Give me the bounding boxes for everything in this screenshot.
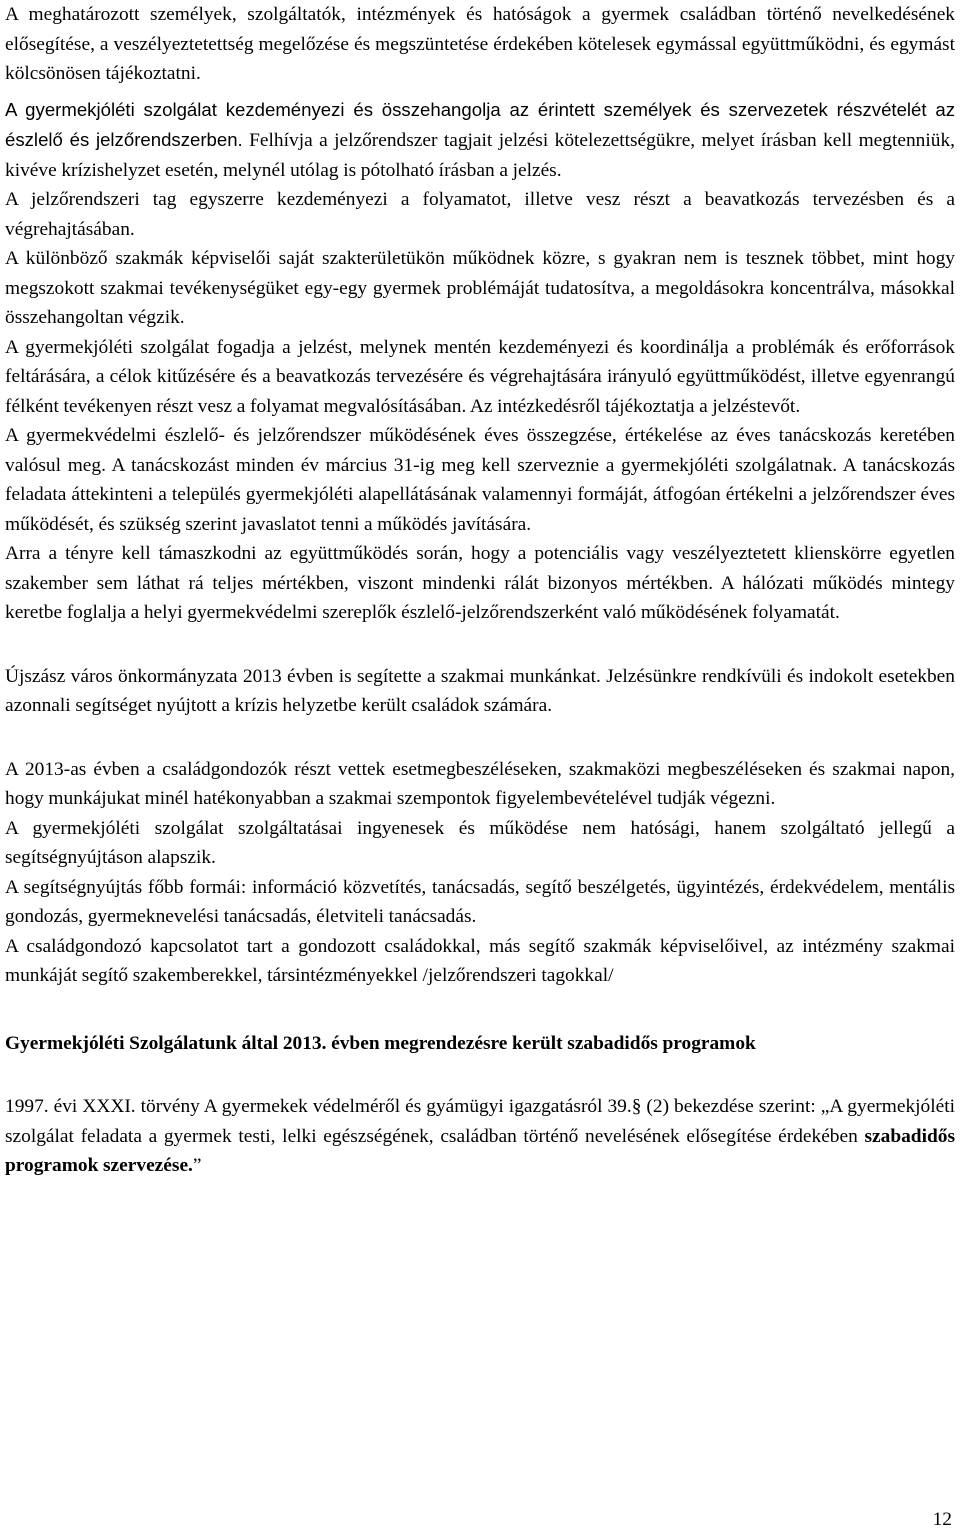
document-page [5, 0, 955, 1181]
paragraph-initiation-text: A gyermekjóléti szolgálat kezdeményezi és összehangolja az érintett személyek és szervezetek részvételét az észlelő és jelzőrendszerben. [5, 98, 955, 150]
paragraph-contacts: A családgondozó kapcsolatot tart a gondozott családokkal, más segítő szakmák képviselőivel, az intézmény szakmai munkáját segítő szakemberekkel, társintézményekkel /jelzőrendszeri tagokkal/ [5, 935, 955, 986]
paragraph-law-citation [5, 1092, 955, 1181]
paragraph-member-role: A jelzőrendszeri tag egyszerre kezdeményezi a folyamatot, illetve vesz részt a beavatkozás tervezésben és a végrehajtásában. [5, 189, 955, 240]
paragraph-help-forms: A segítségnyújtás főbb formái: információ közvetítés, tanácsadás, segítő beszélgetés, ügyintézés, érdekvédelem, mentális gondozás, gyermeknevelési tanácsadás, életviteli tanácsadás. [5, 876, 955, 927]
paragraph-2013-meetings: A 2013-as évben a családgondozók részt vettek esetmegbeszéléseken, szakmaközi megbeszéléseken és szakmai napon, hogy munkájukat minél hatékonyabban a szakmai szempontok figyelembevételével tudják végezni. [5, 758, 955, 809]
paragraph-initiation [5, 95, 955, 186]
law-bold-phrase: szabadidős programok szervezése. [5, 1125, 955, 1176]
paragraph-free-service: A gyermekjóléti szolgálat szolgáltatásai ingyenesek és működése nem hatósági, hanem szolgáltató jellegű a segítségnyújtáson alapszik. [5, 817, 955, 868]
law-closing-quote: ” [192, 1155, 202, 1176]
paragraph-network: Arra a tényre kell támaszkodni az együttműködés során, hogy a potenciális vagy veszélyeztetett klienskörre egyetlen szakember sem láthat rá teljes mértékben, viszont mindenki rálát bizonyos mértékben. A hálózati működés mintegy keretbe foglalja a helyi gyermekvédelmi szereplők észlelő-jelzőrendszerként való működésének folyamatát. [5, 543, 955, 623]
law-text: 1997. évi XXXI. törvény A gyermekek védelméről és gyámügyi igazgatásról 39.§ (2) bekezdése szerint: „A gyermekjóléti szolgálat feladata a gyermek testi, lelki egészségének, családban történő nevelésének elősegítése érdekében [5, 1096, 955, 1147]
paragraph-service-receives: A gyermekjóléti szolgálat fogadja a jelzést, melynek mentén kezdeményezi és koordinálja a problémák és erőforrások feltárására, a célok kitűzésére és a beavatkozás tervezésére és végrehajtására irányuló együttműködést, illetve egyenrangú félként tevékenyen részt vesz a folyamat megvalósításában. Az intézkedésről tájékoztatja a jelzéstevőt. [5, 336, 955, 417]
paragraph-signaling-duty: Felhívja a jelzőrendszer tagjait jelzési kötelezettségükre, melyet írásban kell megtenniük, kivéve krízishelyzet esetén, melynél utólag is pótolható írásban a jelzés. [5, 130, 955, 181]
paragraph-municipality: Újszász város önkormányzata 2013 évben is segítette a szakmai munkánkat. Jelzésünkre rendkívüli és indokolt esetekben azonnali segítséget nyújtott a krízis helyzetbe került családok számára. [5, 665, 955, 716]
paragraph-annual-review: A gyermekvédelmi észlelő- és jelzőrendszer működésének éves összegzése, értékelése az éves tanácskozás keretében valósul meg. A tanácskozást minden év március 31-ig meg kell szerveznie a gyermekjóléti szolgálatnak. A tanácskozás feladata áttekinteni a település gyermekjóléti alapellátásának valamennyi formáját, átfogóan értékelni a jelzőrendszer éves működését, és szükség szerint javaslatot tenni a működés javítására. [5, 425, 955, 535]
paragraph-professions: A különböző szakmák képviselői saját szakterületükön működnek közre, s gyakran nem is tesznek többet, mint hogy megszokott szakmai tevékenységüket egy-egy gyermek problémáját tudatosítva, a megoldásokra koncentrálva, másokkal összehangoltan végzik. [5, 248, 955, 328]
section-heading: Gyermekjóléti Szolgálatunk által 2013. évben megrendezésre került szabadidős programok [5, 1032, 756, 1054]
page-number: 12 [932, 1509, 952, 1530]
paragraph-cooperation: A meghatározott személyek, szolgáltatók, intézmények és hatóságok a gyermek családban történő nevelkedésének elősegítése, a veszélyeztetettség megelőzése és megszüntetése érdekében kötelesek egymással együttműködni, és egymást kölcsönösen tájékoztatni. [5, 4, 955, 84]
